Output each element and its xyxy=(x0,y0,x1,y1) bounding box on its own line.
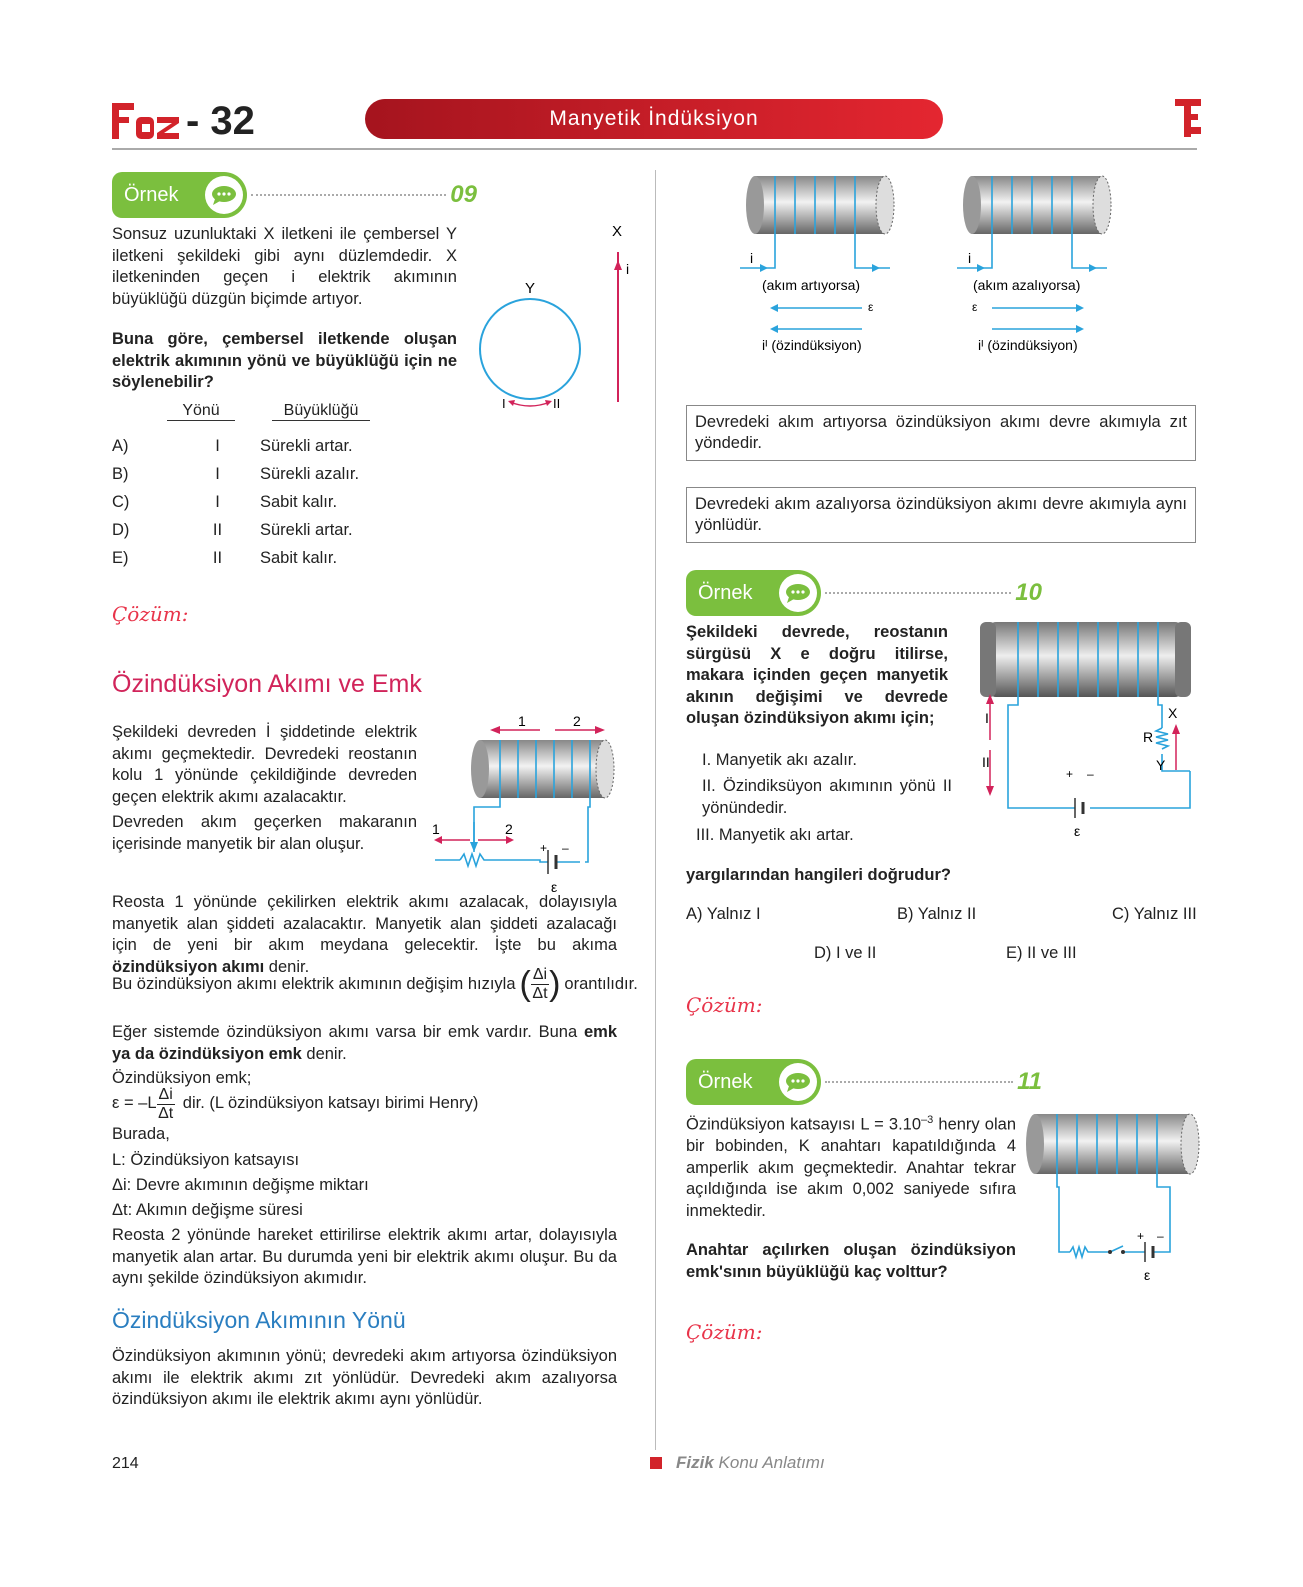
fig-label-2b: 2 xyxy=(505,821,513,837)
chat-bubble-icon xyxy=(779,1063,817,1101)
footer-subject: Fizik xyxy=(676,1453,714,1472)
fig-right-label: (akım azalıyorsa) xyxy=(973,277,1081,293)
options-list xyxy=(112,432,442,572)
footer-brand xyxy=(650,1453,825,1473)
fig-label-1b: 1 xyxy=(432,821,440,837)
def-di: Δi: Devre akımının değişme miktarı xyxy=(112,1176,369,1194)
header-divider xyxy=(112,148,1197,150)
emf-formula: ε = –L Δi Δt dir. (L özindüksiyon katsayı birimi Henry) xyxy=(112,1085,479,1122)
label-x: X xyxy=(612,223,623,240)
fig-left-ind: iᴵ (özindüksiyon) xyxy=(762,337,862,353)
rule-box-decreasing: Devredeki akım azalıyorsa özindüksiyon akımı devre akımıyla aynı yönlüdür. xyxy=(686,487,1196,543)
example-10-text: Şekildeki devrede, reostanın sürgüsü X e doğru itilirse, makara içinden geçen manyetik akının değişimi ve devrede oluşan özindüksiyon akımı için; xyxy=(686,623,948,727)
figure-ex11-circuit xyxy=(1025,1112,1205,1292)
label-dir-2: II xyxy=(553,396,561,411)
fig-epsilon: ε xyxy=(551,879,558,895)
example-09-question: Buna göre, çembersel iletkende oluşan elektrik akımının yönü ve büyüklüğü için ne söylenebilir? xyxy=(112,330,457,391)
figure-rheostat-circuit xyxy=(430,712,640,912)
footer-square-icon xyxy=(650,1457,662,1469)
sec1-p5: Eğer sistemde özindüksiyon akımı varsa bir emk vardır. Buna emk ya da özindüksiyon emk denir. xyxy=(112,1023,617,1063)
def-dt: Δt: Akımın değişme süresi xyxy=(112,1201,303,1219)
corner-logo-icon xyxy=(1175,99,1201,137)
fig11-eps: ε xyxy=(1144,1267,1151,1283)
example-label: Örnek xyxy=(698,581,753,604)
figure-ex10-circuit xyxy=(980,620,1200,840)
option-b[interactable]: B) I Sürekli azalır. xyxy=(112,464,360,483)
ex10-opt-d[interactable]: D) I ve II xyxy=(814,944,877,962)
figure-wire-loop xyxy=(470,222,630,422)
fig10-minus: – xyxy=(1087,767,1094,781)
unit-number: - 32 xyxy=(186,98,255,143)
sec1-p7: Burada, xyxy=(112,1125,170,1143)
example-11-text: Özindüksiyon katsayısı $L = 3.10^{-3}$ henry olan bir bobinden, K anahtarı kapatıldığında 4 amperlik akım geçmektedir. Anahtar tekrar açıldığında ise akım 0,002 saniyede sıfıra inmektedir. xyxy=(686,1114,1017,1220)
example-number: 09 xyxy=(450,181,477,208)
example-09-text: Sonsuz uzunluktaki X iletkeni ile çembersel Y iletkeni şekildeki gibi aynı düzlemdedir. X iletkeninden geçen i elektrik akımının büyüklüğü düzgün biçimde artıyor. xyxy=(112,225,457,308)
fig11-plus: + xyxy=(1137,1229,1145,1243)
column-divider xyxy=(655,170,656,1450)
fig-plus: + xyxy=(540,841,548,855)
fig-right-ind: iᴵ (özindüksiyon) xyxy=(978,337,1078,353)
fig-left-eps: ε xyxy=(868,300,874,314)
ex10-item-1: I. Manyetik akı azalır. xyxy=(702,751,857,769)
sec1-p8: Reosta 2 yönünde hareket ettirilirse elektrik akımı artar, dolayısıyla manyetik alan artar. Bu durumda yeni bir elektrik akımı oluşur. Bu da aynı şekilde özindüksiyon akımıdır. xyxy=(112,1226,617,1287)
fig-label-1: 1 xyxy=(518,713,526,729)
solution-label-10: Çözüm: xyxy=(686,993,763,1017)
example-number: 11 xyxy=(1017,1068,1042,1095)
example-10-header xyxy=(686,570,1042,616)
fig10-label-y: Y xyxy=(1156,757,1166,773)
section-title-direction: Özindüksiyon Akımının Yönü xyxy=(112,1307,406,1333)
label-y: Y xyxy=(525,280,536,297)
ex10-question: yargılarından hangileri doğrudur? xyxy=(686,866,951,884)
example-number: 10 xyxy=(1015,579,1042,606)
col-magnitude: Büyüklüğü xyxy=(272,402,370,421)
example-label: Örnek xyxy=(698,1070,753,1093)
chat-bubble-icon xyxy=(205,176,243,214)
chapter-banner: Manyetik İndüksiyon xyxy=(365,99,943,139)
fig-left-label: (akım artıyorsa) xyxy=(762,277,861,293)
ex10-item-2: II. Özindiksüyon akımının yönü II yönündedir. xyxy=(702,777,952,817)
fig-label-2: 2 xyxy=(573,713,581,729)
option-c[interactable]: C) I Sabit kalır. xyxy=(112,492,338,511)
fig10-label-2: II xyxy=(982,754,990,770)
fig10-eps: ε xyxy=(1074,823,1081,839)
section-title-emf: Özindüksiyon Akımı ve Emk xyxy=(112,670,422,698)
page-number: 214 xyxy=(112,1455,139,1472)
ex10-opt-b[interactable]: B) Yalnız II xyxy=(897,905,977,923)
fig11-minus: – xyxy=(1157,1229,1164,1243)
col-direction: Yönü xyxy=(167,402,235,421)
fig10-label-r: R xyxy=(1143,729,1154,745)
sec1-p4: Bu özindüksiyon akımı elektrik akımının değişim hızıyla ( Δi Δt ) orantılıdır. xyxy=(112,964,638,1003)
fig-left-i: i xyxy=(750,250,754,266)
ex10-opt-c[interactable]: C) Yalnız III xyxy=(1112,905,1197,923)
solution-label-09: Çözüm: xyxy=(112,602,189,626)
sec1-p3: Reosta 1 yönünde çekilirken elektrik akımı azalacak, dolayısıyla manyetik alan şiddeti azalacaktır. Manyetik alan şiddeti azalacağı için de yeni bir akım meydana gelecektir. İşte bu akıma özindüksiyon akımı denir. xyxy=(112,893,617,976)
example-11-header xyxy=(686,1059,1042,1105)
sec1-p6: Özindüksiyon emk; xyxy=(112,1069,252,1087)
fig-right-i: i xyxy=(968,250,972,266)
sec2-p: Özindüksiyon akımının yönü; devredeki akım artıyorsa özindüksiyon akımı ile elektrik akımı zıt yönlüdür. Devredeki akım azalıyorsa özindüksiyon akımı ile elektrik akımı aynı yönlüdür. xyxy=(112,1347,617,1408)
faz-logo-icon xyxy=(112,103,180,139)
option-a[interactable]: A) I Sürekli artar. xyxy=(112,436,353,455)
label-dir-1: I xyxy=(502,396,506,411)
ex10-opt-a[interactable]: A) Yalnız I xyxy=(686,905,761,923)
example-09-header xyxy=(112,172,477,218)
solution-label-11: Çözüm: xyxy=(686,1320,763,1344)
label-i: i xyxy=(626,261,630,277)
footer-subtitle: Konu Anlatımı xyxy=(718,1453,825,1472)
fig10-label-1: I xyxy=(985,710,989,726)
fig10-label-x: X xyxy=(1168,705,1178,721)
fig10-plus: + xyxy=(1066,767,1074,781)
brand-logo xyxy=(112,98,257,144)
example-label: Örnek xyxy=(124,183,179,206)
fig-minus: – xyxy=(562,841,569,855)
rule-box-increasing: Devredeki akım artıyorsa özindüksiyon akımı devre akımıyla zıt yöndedir. xyxy=(686,405,1196,461)
ex10-opt-e[interactable]: E) II ve III xyxy=(1006,944,1077,962)
def-l: L: Özindüksiyon katsayısı xyxy=(112,1151,300,1169)
ex10-item-3: III. Manyetik akı artar. xyxy=(696,826,854,844)
sec1-p2: Devreden akım geçerken makaranın içerisinde manyetik bir alan oluşur. xyxy=(112,813,417,853)
figure-self-induction-directions xyxy=(740,168,1140,363)
chat-bubble-icon xyxy=(779,574,817,612)
option-d[interactable]: D) II Sürekli artar. xyxy=(112,520,353,539)
fig-right-eps: ε xyxy=(972,300,978,314)
option-e[interactable]: E) II Sabit kalır. xyxy=(112,548,338,567)
example-11-question: Anahtar açılırken oluşan özindüksiyon emk'sının büyüklüğü kaç volttur? xyxy=(686,1241,1016,1281)
sec1-p1: Şekildeki devreden İ şiddetinde elektrik akımı geçmektedir. Devredeki reostanın kolu 1 yönünde çekildiğinde devreden geçen elektrik akımı azalacaktır. xyxy=(112,723,417,806)
